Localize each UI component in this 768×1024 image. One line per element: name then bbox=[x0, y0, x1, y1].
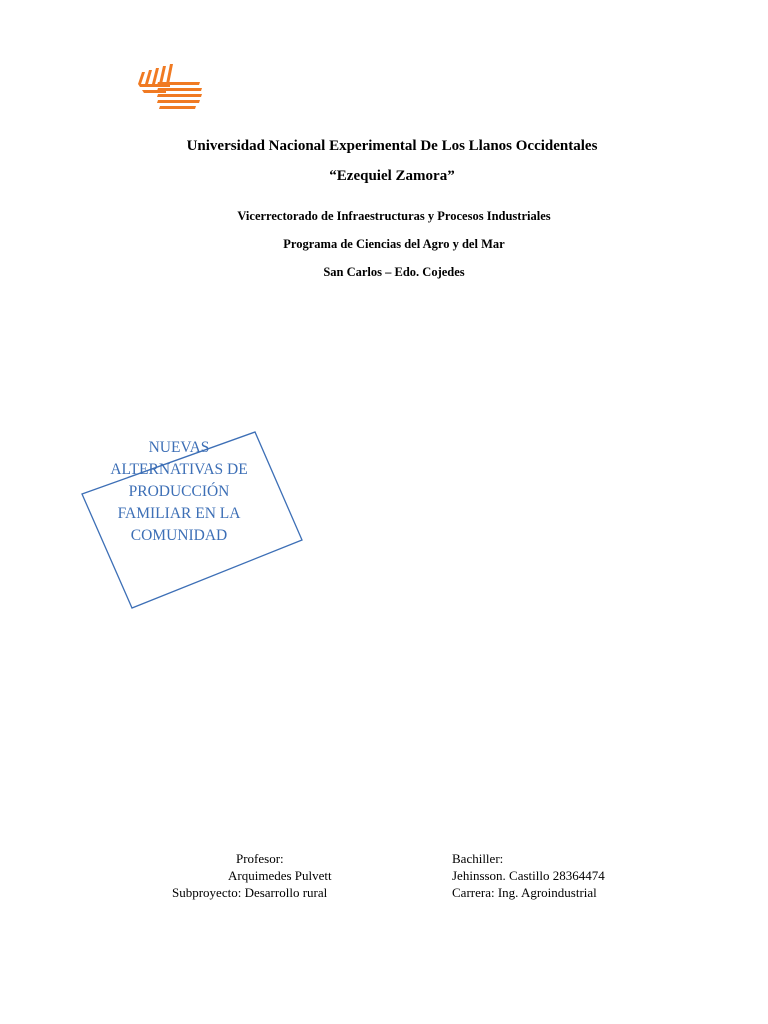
subproject-line: Subproyecto: Desarrollo rural bbox=[172, 885, 328, 900]
university-logo bbox=[136, 62, 204, 112]
title-line: ALTERNATIVAS DE bbox=[110, 461, 248, 478]
professor-label: Profesor: bbox=[236, 851, 284, 866]
title-line: FAMILIAR EN LA bbox=[117, 505, 241, 522]
title-line: PRODUCCIÓN bbox=[128, 483, 230, 500]
student-name: Jehinsson. Castillo 28364474 bbox=[452, 868, 605, 883]
title-line: NUEVAS bbox=[148, 439, 210, 456]
location-line: San Carlos – Edo. Cojedes bbox=[323, 265, 465, 279]
career-line: Carrera: Ing. Agroindustrial bbox=[452, 885, 597, 900]
professor-name: Arquimedes Pulvett bbox=[228, 868, 332, 883]
student-block bbox=[452, 850, 605, 901]
professor-block bbox=[172, 850, 332, 901]
student-label: Bachiller: bbox=[452, 851, 504, 866]
vicerrectorado-line: Vicerrectorado de Infraestructuras y Procesos Industriales bbox=[237, 209, 551, 223]
document-title bbox=[84, 437, 274, 547]
title-line: COMUNIDAD bbox=[130, 527, 228, 544]
university-name: Universidad Nacional Experimental De Los Llanos Occidentales bbox=[186, 138, 598, 154]
program-line: Programa de Ciencias del Agro y del Mar bbox=[283, 237, 505, 251]
university-subtitle: “Ezequiel Zamora” bbox=[329, 168, 455, 184]
